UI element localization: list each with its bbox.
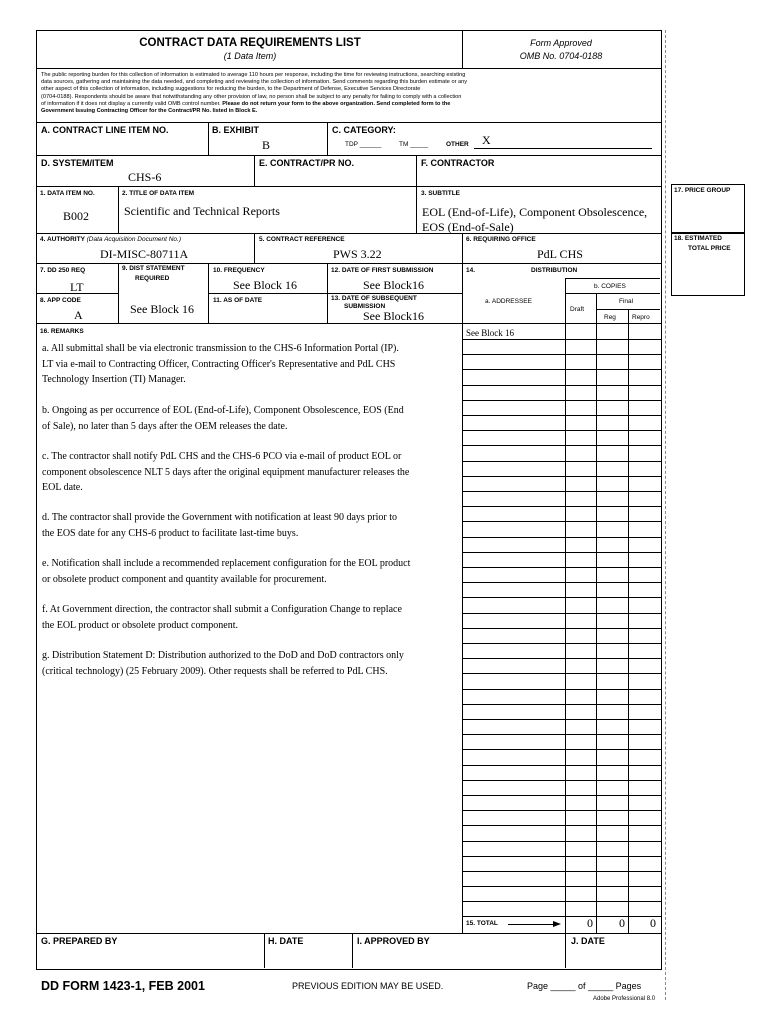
block-c-other-underline	[474, 148, 652, 149]
burden-line-4: (0704-0188). Respondents should be aware that notwithstanding any other provision of law, no person shall be subject to any penalty for failing to comply with a collection	[41, 93, 462, 100]
burden-statement	[41, 72, 659, 115]
block-4-label-main: 4. AUTHORITY	[40, 236, 85, 243]
previous-edition: PREVIOUS EDITION MAY BE USED.	[292, 981, 444, 991]
page-count: Page _____ of _____ Pages	[527, 981, 642, 991]
distribution-row-line	[462, 628, 661, 629]
remark-d-line1: d. The contractor shall provide the Government with notification at least 90 days prior to	[42, 512, 397, 523]
divider-a-b	[208, 122, 209, 155]
divider-2-3	[416, 186, 417, 233]
block-c-tdp[interactable]: TDP ______	[345, 141, 382, 148]
block-6-label: 6. REQUIRING OFFICE	[466, 236, 536, 243]
block-15-label: 15. TOTAL	[466, 920, 498, 927]
block-4-label	[40, 236, 181, 243]
block-4-label-sub: (Data Acquisition Document No.)	[86, 236, 182, 243]
remark-a-line2: LT via e-mail to Contracting Officer, Contracting Officer's Representative and PdL CHS	[42, 358, 396, 370]
distribution-row-line	[462, 552, 661, 553]
remark-c-line3: EOL date.	[42, 482, 83, 493]
distribution-row-line	[462, 491, 661, 492]
distribution-row-line	[462, 369, 661, 370]
header-bottom-line	[36, 68, 661, 69]
dist-col-repro	[628, 309, 629, 933]
distribution-row-line	[462, 476, 661, 477]
block-14-label: 14.	[466, 267, 476, 274]
remark-g-line1: g. Distribution Statement D: Distribution authorized to the DoD and DoD contractors only	[42, 650, 404, 661]
divider-g-h	[264, 933, 265, 968]
total-draft[interactable]: 0	[587, 916, 593, 930]
block-16-label: 16. REMARKS	[40, 328, 84, 335]
row-12-13-divider	[327, 293, 462, 294]
remark-g-line2: (critical technology) (25 February 2009). Other requests shall be referred to PdL CHS.	[42, 665, 388, 677]
remark-b-line1: b. Ongoing as per occurrence of EOL (End-of-Life), Component Obsolescence, EOS (End	[42, 405, 404, 416]
divider-1-2	[118, 186, 119, 233]
distribution-row-line	[462, 537, 661, 538]
divider-e-f	[416, 155, 417, 186]
burden-bottom-line	[36, 122, 661, 123]
block-10-label: 10. FREQUENCY	[213, 267, 265, 274]
block-9-label-line2: REQUIRED	[135, 275, 170, 282]
divider-h-i	[352, 933, 353, 968]
remark-e	[42, 556, 462, 587]
block-14-copies: b. COPIES	[594, 283, 626, 290]
block-c-tm[interactable]: TM _____	[399, 141, 429, 148]
distribution-row-line	[462, 430, 661, 431]
distribution-row-line	[462, 780, 661, 781]
block-14-reg: Reg	[604, 314, 616, 321]
distribution-row-line	[462, 597, 661, 598]
block-d-label: D. SYSTEM/ITEM	[41, 158, 114, 168]
row-7-8-divider	[36, 293, 118, 294]
distribution-row-line	[462, 400, 661, 401]
distribution-row-line	[462, 734, 661, 735]
divider-i-j	[565, 933, 566, 968]
block-1-label: 1. DATA ITEM NO.	[40, 190, 95, 197]
remark-a-line1: a. All submittal shall be via electronic transmission to the CHS-6 Information Portal (IP).	[42, 343, 399, 354]
burden-line-2: data sources, gathering and maintaining the data needed, and completing and reviewing the collection of information. Send comments regarding this burden estimate or any	[41, 79, 468, 86]
divider-5-6	[462, 233, 463, 263]
form-title: CONTRACT DATA REQUIREMENTS LIST	[139, 37, 361, 49]
distribution-row-line	[462, 795, 661, 796]
right-margin-line	[665, 30, 666, 1000]
block-18-label-line2: TOTAL PRICE	[688, 245, 731, 252]
block-7-value[interactable]: LT	[70, 280, 84, 294]
remark-f-line2: the EOL product or obsolete product component.	[42, 619, 238, 631]
block-6-value[interactable]: PdL CHS	[537, 247, 583, 261]
block-c-other: OTHER	[446, 141, 469, 148]
block-17-label: 17. PRICE GROUP	[674, 187, 731, 194]
block-8-value[interactable]: A	[74, 308, 83, 322]
block-2-label: 2. TITLE OF DATA ITEM	[122, 190, 195, 197]
block-9-value[interactable]: See Block 16	[130, 302, 194, 316]
block-1-value[interactable]: B002	[63, 209, 90, 223]
form-subtitle: (1 Data Item)	[223, 51, 277, 61]
remark-e-line1: e. Notification shall include a recommended replacement configuration for the EOL product	[42, 558, 411, 569]
distribution-row-line	[462, 613, 661, 614]
form-id: DD FORM 1423-1, FEB 2001	[41, 979, 205, 993]
total-arrow-head-icon	[553, 921, 561, 927]
distribution-row-line	[462, 385, 661, 386]
block-14-repro: Repro	[632, 314, 650, 321]
block-13-label-line2: SUBMISSION	[344, 303, 386, 310]
block-j-label: J. DATE	[571, 936, 605, 946]
block-4-value[interactable]: DI-MISC-80711A	[100, 247, 189, 261]
block-13-value[interactable]: See Block16	[363, 309, 424, 323]
row-abc-bottom	[36, 155, 661, 156]
block-2-value[interactable]: Scientific and Technical Reports	[124, 204, 280, 218]
remark-f	[42, 602, 462, 633]
block-10-value[interactable]: See Block 16	[233, 278, 297, 292]
omb-number: OMB No. 0704-0188	[519, 51, 603, 61]
distribution-row-line	[462, 841, 661, 842]
total-row-bottom	[36, 933, 661, 934]
remark-c-line1: c. The contractor shall notify PdL CHS and the CHS-6 PCO via e-mail of product EOL or	[42, 451, 402, 462]
block-5-label: 5. CONTRACT REFERENCE	[259, 236, 345, 243]
distribution-row-line	[462, 643, 661, 644]
remark-c-line2: component obsolescence NLT 5 days after the original equipment manufacturer releases the	[42, 466, 410, 478]
block-g-label: G. PREPARED BY	[41, 936, 118, 946]
distribution-row-line	[462, 886, 661, 887]
block-c-other-value[interactable]: X	[482, 133, 491, 147]
remark-b-line2: of Sale), no later than 5 days after the OEM releases the date.	[42, 420, 288, 432]
block-8-label: 8. APP CODE	[40, 297, 81, 304]
block-14-draft: Draft	[570, 306, 585, 313]
distribution-row-line	[462, 461, 661, 462]
block-b-label: B. EXHIBIT	[212, 125, 260, 135]
distribution-row-line	[462, 354, 661, 355]
first-addressee[interactable]: See Block 16	[466, 328, 514, 338]
burden-line-3: other aspect of this collection of information, including suggestions for reducing the burden, to the Department of Defense, Executive Services Directorate	[41, 86, 421, 93]
block-3-label: 3. SUBTITLE	[421, 190, 461, 197]
distribution-row-line	[462, 704, 661, 705]
block-14-final: Final	[619, 298, 634, 305]
distribution-row-line	[462, 506, 661, 507]
remark-d	[42, 510, 462, 541]
burden-line-5: of information if it does not display a currently valid OMB control number. Please do not return your form to the above organization. Send completed form to the	[41, 100, 451, 107]
header-divider	[462, 30, 463, 68]
distribution-row-line	[462, 749, 661, 750]
total-arrow-icon	[508, 924, 554, 925]
distribution-row-line	[462, 689, 661, 690]
block-a-label: A. CONTRACT LINE ITEM NO.	[41, 125, 169, 135]
row-123-bottom	[36, 233, 661, 234]
divider-d-e	[254, 155, 255, 186]
distribution-row-line	[462, 810, 661, 811]
distribution-row-line	[462, 339, 661, 340]
distribution-row-line	[462, 673, 661, 674]
block-14-addressee: a. ADDRESSEE	[485, 298, 532, 305]
remark-b	[42, 403, 462, 434]
remark-c	[42, 449, 462, 496]
block-13-label-line1: 13. DATE OF SUBSEQUENT	[331, 295, 417, 302]
block-f-label: F. CONTRACTOR	[421, 158, 495, 168]
block-18-label-line1: 18. ESTIMATED	[674, 235, 722, 242]
divider-13-14	[462, 263, 463, 933]
distribution-row-line	[462, 582, 661, 583]
block-7-label: 7. DD 250 REQ	[40, 267, 86, 274]
block-b-value[interactable]: B	[262, 138, 271, 152]
block-12-value[interactable]: See Block16	[363, 278, 424, 292]
block-5-value[interactable]: PWS 3.22	[333, 247, 382, 261]
total-row-top	[462, 916, 661, 917]
remark-d-line2: the EOS date for any CHS-6 product to facilitate last-time buys.	[42, 527, 299, 539]
block-c-label: C. CATEGORY:	[332, 125, 396, 135]
block-3-value-line2[interactable]: EOS (End-of-Sale)	[422, 220, 514, 234]
distribution-row-line	[462, 719, 661, 720]
block-i-label: I. APPROVED BY	[357, 936, 430, 946]
block-12-label: 12. DATE OF FIRST SUBMISSION	[331, 267, 434, 274]
burden-line-1: The public reporting burden for this collection of information is estimated to average 110 hours per response, including the time for reviewing instructions, searching existing	[41, 72, 466, 78]
distribution-row-line	[462, 856, 661, 857]
distribution-row-line	[462, 825, 661, 826]
divider-b-c	[327, 122, 328, 155]
row-def-bottom	[36, 186, 661, 187]
block-3-value-line1[interactable]: EOL (End-of-Life), Component Obsolescence,	[422, 205, 648, 219]
distribution-row-line	[462, 567, 661, 568]
dist-col-draft	[565, 278, 566, 933]
remark-g	[42, 648, 462, 679]
distribution-row-line	[462, 871, 661, 872]
total-reg[interactable]: 0	[619, 916, 625, 930]
dist-title-bottom	[565, 278, 660, 279]
row-456-bottom	[36, 263, 661, 264]
remark-e-line2: or obsolete product component and quantity available for procurement.	[42, 573, 327, 585]
block-d-value[interactable]: CHS-6	[128, 170, 162, 184]
row-10-11-divider	[208, 293, 327, 294]
divider-8-9	[118, 263, 119, 323]
distribution-row-line	[462, 521, 661, 522]
remark-a-line3: Technology Insertion (TI) Manager.	[42, 374, 186, 385]
divider-4-5	[254, 233, 255, 263]
form-approved: Form Approved	[530, 38, 592, 48]
block-h-label: H. DATE	[268, 936, 304, 946]
row-7-14-bottom	[36, 323, 661, 324]
total-repro[interactable]: 0	[650, 916, 656, 930]
remark-a	[42, 341, 462, 388]
distribution-row-line	[462, 765, 661, 766]
distribution-row-line	[462, 415, 661, 416]
software-note: Adobe Professional 8.0	[593, 996, 656, 1002]
block-14-title: DISTRIBUTION	[531, 267, 578, 274]
remark-f-line1: f. At Government direction, the contractor shall submit a Configuration Change to replace	[42, 604, 402, 615]
block-e-label: E. CONTRACT/PR NO.	[259, 158, 355, 168]
distribution-row-line	[462, 658, 661, 659]
burden-line-6: Government Issuing Contracting Officer for the Contract/PR No. listed in Block E.	[41, 108, 258, 115]
block-11-label: 11. AS OF DATE	[213, 297, 263, 304]
distribution-row-line	[462, 901, 661, 902]
distribution-row-line	[462, 445, 661, 446]
block-9-label-line1: 9. DIST STATEMENT	[122, 265, 185, 272]
dist-copies-bottom	[565, 293, 660, 294]
